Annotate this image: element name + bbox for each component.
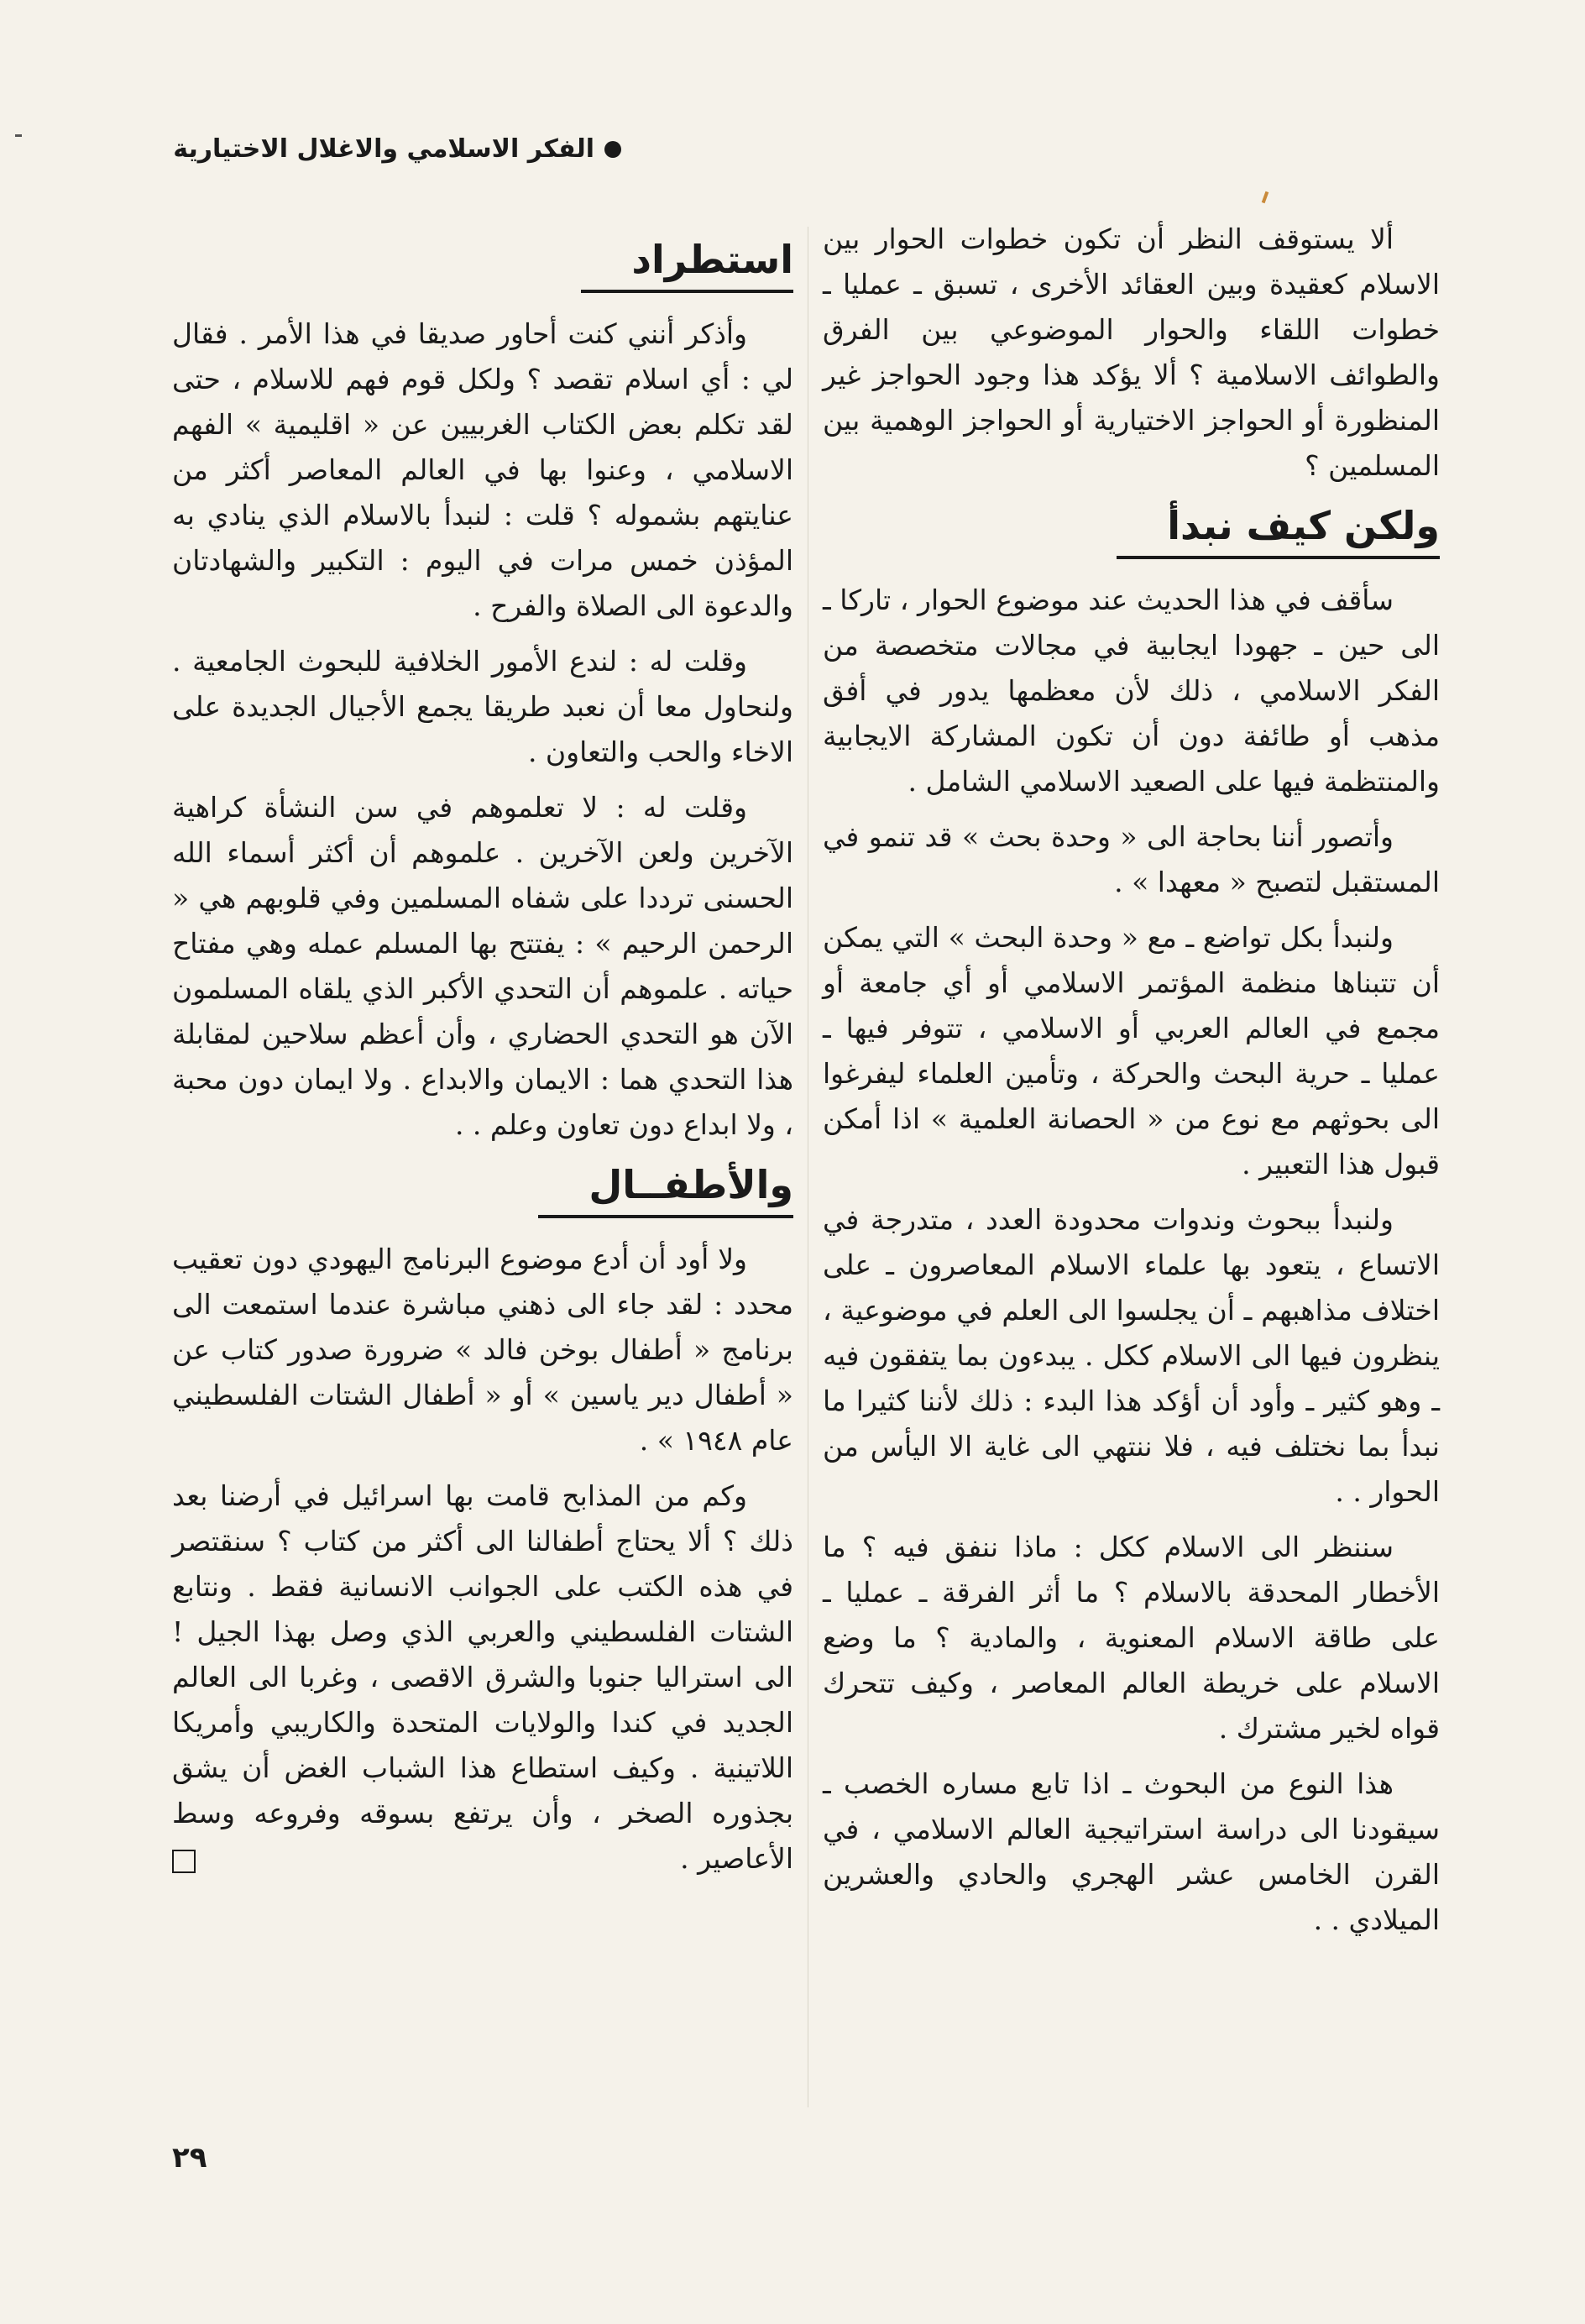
- section-heading-how-to-start: ولكن كيف نبدأ: [823, 500, 1440, 559]
- intro-paragraph: ألا يستوقف النظر أن تكون خطوات الحوار بين الاسلام كعقيدة وبين العقائد الأخرى ، تسبق ـ عمليا ـ خطوات اللقاء والحوار الموضوعي بين الفرق والطوائف الاسلامية ؟ ألا يؤكد هذا وجود الحواجز غير المنظورة أو الحواجز الاختيارية أو الحواجز الوهمية بين المسلمين ؟: [823, 222, 1440, 482]
- right-column: [823, 217, 1440, 1953]
- running-head-text: الفكر الاسلامي والاغلال الاختيارية: [173, 134, 594, 164]
- page-number: ٢٩: [172, 2141, 207, 2175]
- running-head: [168, 134, 621, 164]
- section-heading-digression: استطراد: [172, 234, 793, 293]
- end-of-article-box-icon: [172, 1850, 196, 1873]
- scan-mark: [15, 134, 22, 137]
- body-paragraph: ولنبدأ ببحوث وندوات محدودة العدد ، متدرجة في الاتساع ، يتعود بها علماء الاسلام المعاصرون ـ على اختلاف مذاهبهم ـ أن يجلسوا الى العلم في موضوعية ، ينظرون فيها الى الاسلام ككل . يبدءون بما يتفقون فيه ـ وهو كثير ـ وأود أن أؤكد هذا البدء : ذلك لأننا كثيرا ما نبدأ بما نختلف فيه ، فلا ننتهي الى غاية الا اليأس من الحوار . .: [823, 1203, 1440, 1508]
- body-paragraph: هذا النوع من البحوث ـ اذا تابع مساره الخصب ـ سيقودنا الى دراسة استراتيجية العالم الاسلامي ، في القرن الخامس عشر الهجري والحادي والعشرين الميلادي . .: [823, 1767, 1440, 1936]
- body-paragraph: وقلت له : لندع الأمور الخلافية للبحوث الجامعية . ولنحاول معا أن نعبد طريقا يجمع الأجيال الجديدة على الاخاء والحب والتعاون .: [172, 645, 793, 768]
- ink-tick: [1262, 191, 1269, 204]
- body-paragraph: وكم من المذابح قامت بها اسرائيل في أرضنا بعد ذلك ؟ ألا يحتاج أطفالنا الى أكثر من كتاب ؟ سنقتصر في هذه الكتب على الجوانب الانسانية فقط . ونتابع الشتات الفلسطيني والعربي الذي وصل بهذا الجيل ! الى استراليا جنوبا والشرق الاقصى ، وغربا الى العالم الجديد في كندا والولايات المتحدة والكاريبي وأمريكا اللاتينية . وكيف استطاع هذا الشباب الغض أن يشق بجذوره الصخر ، وأن يرتفع بسوقه وفروعه وسط الأعاصير .: [172, 1479, 793, 1875]
- body-paragraph: سأقف في هذا الحديث عند موضوع الحوار ، تاركا ـ الى حين ـ جهودا ايجابية في مجالات متخصصة من الفكر الاسلامي ، ذلك لأن معظمها يدور في أفق مذهب أو طائفة دون أن تكون المشاركة الايجابية والمنتظمة فيها على الصعيد الاسلامي الشامل .: [823, 584, 1440, 798]
- body-paragraph: ولنبدأ بكل تواضع ـ مع « وحدة البحث » التي يمكن أن تتبناها منظمة المؤتمر الاسلامي أو أي جامعة أو مجمع في العالم العربي أو الاسلامي ، تتوفر فيها ـ عمليا ـ حرية البحث والحركة ، وتأمين العلماء ليفرغوا الى بحوثهم مع نوع من « الحصانة العلمية » اذا أمكن قبول هذا التعبير .: [823, 921, 1440, 1180]
- body-paragraph: ولا أود أن أدع موضوع البرنامج اليهودي دون تعقيب محدد : لقد جاء الى ذهني مباشرة عندما استمعت الى برنامج « أطفال بوخن فالد » ضرورة صدور كتاب عن « أطفال دير ياسين » أو « أطفال الشتات الفلسطيني عام ١٩٤٨ » .: [172, 1243, 794, 1457]
- left-column: [172, 222, 793, 1892]
- body-paragraph: وقلت له : لا تعلموهم في سن النشأة كراهية الآخرين ولعن الآخرين . علموهم أن أكثر أسماء الله الحسنى ترددا على شفاه المسلمين وفي قلوبهم هي « الرحمن الرحيم » : يفتتح بها المسلم عمله وهي مفتاح حياته . علموهم أن التحدي الأكبر الذي يلقاه المسلمون الآن هو التحدي الحضاري ، وأن أعظم سلاحين لمقابلة هذا التحدي هما : الايمان والابداع . ولا ايمان دون محبة ، ولا ابداع دون تعاون وعلم . .: [172, 791, 793, 1141]
- bullet-icon: [604, 141, 621, 158]
- body-paragraph: سننظر الى الاسلام ككل : ماذا ننفق فيه ؟ ما الأخطار المحدقة بالاسلام ؟ ما أثر الفرقة ـ عمليا ـ على طاقة الاسلام المعنوية ، والمادية ؟ ما وضع الاسلام على خريطة العالم المعاصر ، وكيف تتحرك قواه لخير مشترك .: [823, 1531, 1440, 1745]
- section-heading-children: والأطفــال: [172, 1159, 793, 1218]
- body-paragraph: وأذكر أنني كنت أحاور صديقا في هذا الأمر . فقال لي : أي اسلام تقصد ؟ ولكل قوم فهم للاسلام ، حتى لقد تكلم بعض الكتاب الغربيين عن « اقليمية » الفهم الاسلامي ، وعنوا بها في العالم المعاصر أكثر من عنايتهم بشموله ؟ قلت : لنبدأ بالاسلام الذي ينادي به المؤذن خمس مرات في اليوم : التكبير والشهادتان والدعوة الى الصلاة والفرح .: [172, 317, 793, 622]
- body-paragraph: وأتصور أننا بحاجة الى « وحدة بحث » قد تنمو في المستقبل لتصبح « معهدا » .: [823, 820, 1440, 898]
